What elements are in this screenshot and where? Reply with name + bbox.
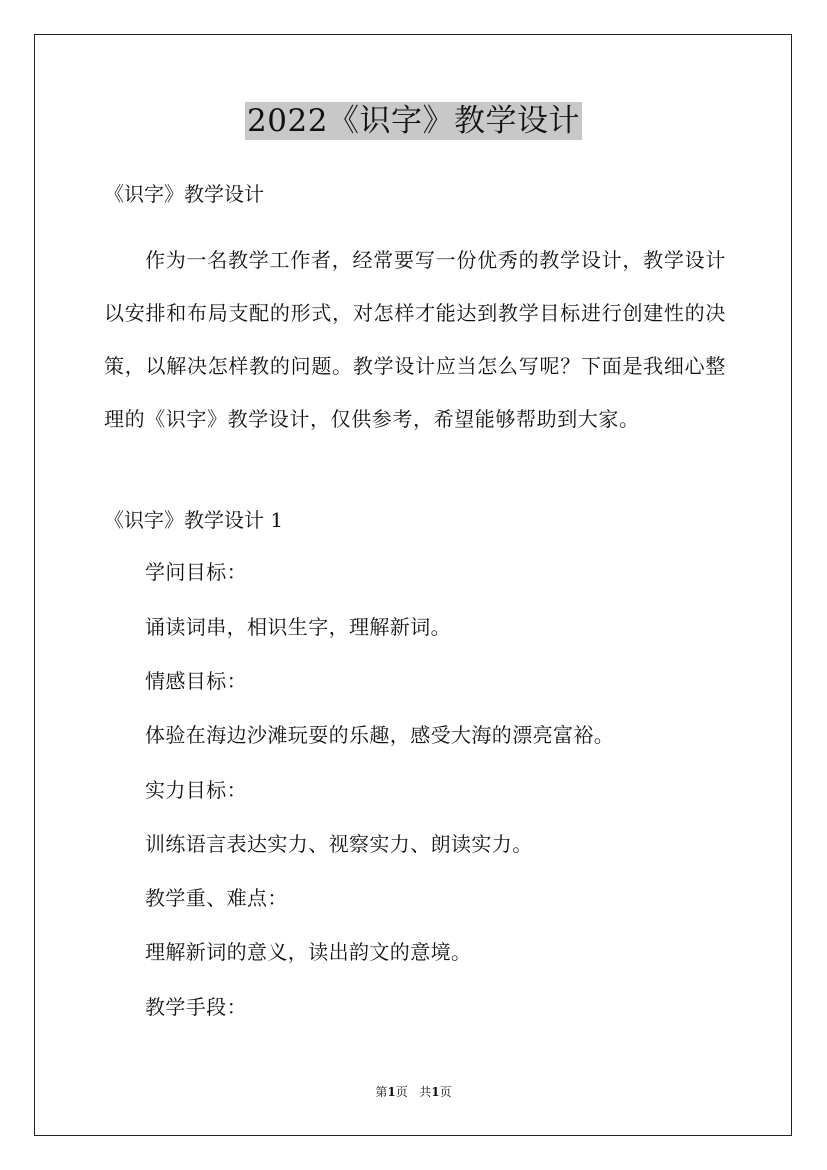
list-item: 情感目标： [145,669,247,693]
page-suffix: 页 [395,1085,408,1099]
list-item: 教学手段： [145,995,247,1019]
lead-heading: 《识字》教学设计 [104,182,264,206]
page-footer [0,1084,827,1100]
document-title: 2022《识字》教学设计 [247,103,580,139]
intro-paragraph: 作为一名教学工作者，经常要写一份优秀的教学设计，教学设计以安排和布局支配的形式，对怎样才能达到教学目标进行创建性的决策，以解决怎样教的问题。教学设计应当怎么写呢？下面是我细心整理的《识字》教学设计，仅供参考，希望能够帮助到大家。 [104,248,726,431]
list-item: 实力目标： [145,778,247,802]
page-total: 1 [431,1085,440,1099]
list-item: 学问目标： [145,560,247,584]
page-prefix: 第 [375,1085,388,1099]
total-suffix: 页 [439,1085,452,1099]
total-prefix: 共 [419,1085,432,1099]
list-item: 诵读词串，相识生字，理解新词。 [145,615,451,639]
list-item: 训练语言表达实力、视察实力、朗读实力。 [145,832,533,856]
list-item: 体验在海边沙滩玩耍的乐趣，感受大海的漂亮富裕。 [145,723,615,747]
document-title-wrapper [0,102,827,140]
section-heading: 《识字》教学设计 1 [104,508,284,532]
list-item: 理解新词的意义，读出韵文的意境。 [145,940,472,964]
list-item: 教学重、难点： [145,886,288,910]
page-current: 1 [387,1085,396,1099]
